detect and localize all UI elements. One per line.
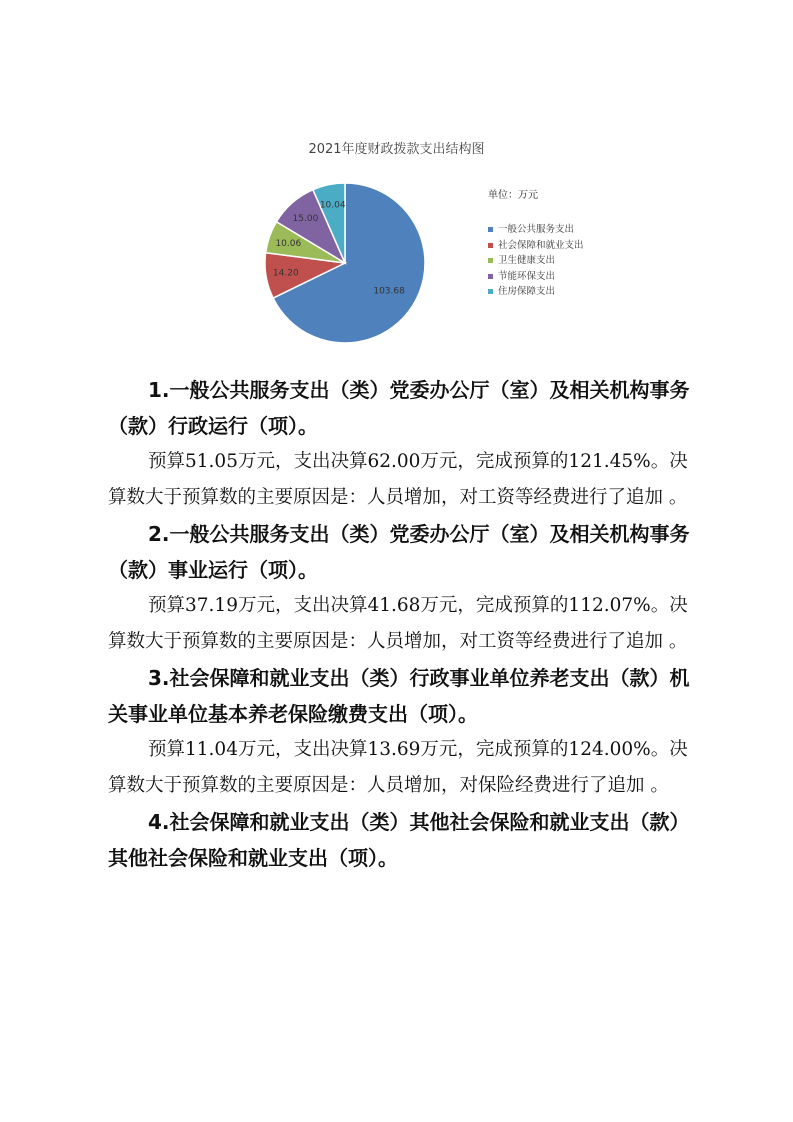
- section-body: 预算37.19万元，支出决算41.68万元，完成预算的112.07%。决算数大于预算数的主要原因是：人员增加，对工资等经费进行了追加 。: [108, 595, 688, 652]
- pie-data-label: 14.20: [272, 268, 299, 279]
- legend-label: 一般公共服务支出: [498, 224, 575, 235]
- section-body: 预算11.04万元，支出决算13.69万元，完成预算的124.00%。决算数大于预算数的主要原因是：人员增加，对保险经费进行了追加 。: [108, 739, 688, 796]
- legend-label: 卫生健康支出: [498, 255, 556, 266]
- legend-label: 住房保障支出: [498, 286, 556, 297]
- legend-item: [488, 269, 584, 285]
- pie-data-label: 15.00: [292, 213, 319, 224]
- legend-label: 节能环保支出: [498, 270, 556, 282]
- legend-swatch: [488, 258, 493, 263]
- legend-item: [488, 253, 584, 269]
- pie-chart: [250, 168, 450, 358]
- legend-swatch: [488, 227, 493, 232]
- legend-swatch: [488, 289, 493, 294]
- chart-legend: [488, 222, 584, 300]
- legend-item: [488, 238, 584, 254]
- section-heading: 4.社会保障和就业支出（类）其他社会保险和就业支出（款）其他社会保险和就业支出（项）。: [108, 810, 690, 870]
- legend-item: [488, 222, 584, 238]
- unit-label: 单位：万元: [488, 190, 538, 201]
- document-body: [108, 372, 696, 876]
- section-body: 预算51.05万元，支出决算62.00万元，完成预算的121.45%。决算数大于预算数的主要原因是：人员增加，对工资等经费进行了追加 。: [108, 451, 688, 508]
- chart-title: 2021年度财政拨款支出结构图: [308, 142, 485, 157]
- legend-swatch: [488, 243, 493, 248]
- pie-data-label: 10.04: [319, 200, 346, 211]
- section-heading: 3.社会保障和就业支出（类）行政事业单位养老支出（款）机关事业单位基本养老保险缴费支出（项）。: [108, 666, 690, 726]
- legend-item: [488, 284, 584, 300]
- pie-data-label: 103.68: [373, 286, 405, 297]
- section-heading: 2.一般公共服务支出（类）党委办公厅（室）及相关机构事务（款）事业运行（项）。: [108, 522, 690, 582]
- pie-data-label: 10.06: [275, 239, 302, 250]
- legend-label: 社会保障和就业支出: [498, 239, 584, 251]
- legend-swatch: [488, 274, 493, 279]
- section-heading: 1.一般公共服务支出（类）党委办公厅（室）及相关机构事务（款）行政运行（项）。: [108, 378, 690, 438]
